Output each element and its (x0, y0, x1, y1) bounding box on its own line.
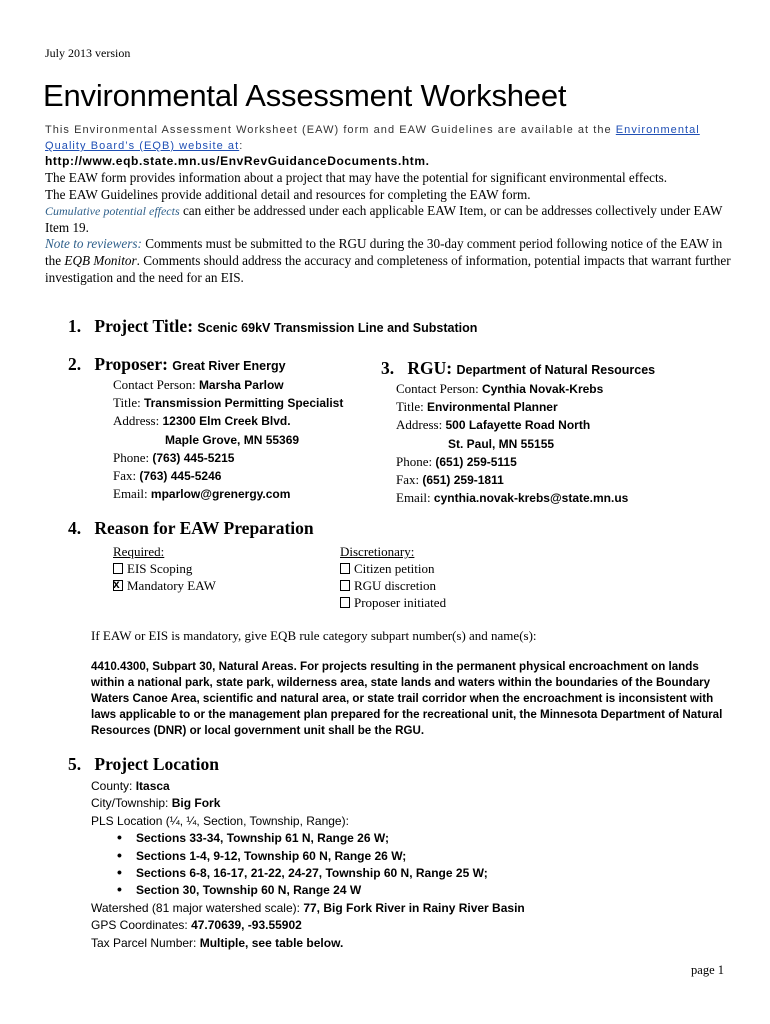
gps-value: 47.70639, -93.55902 (191, 918, 302, 933)
checkbox-mandatory-eaw[interactable] (113, 577, 216, 594)
required-checkboxes (113, 543, 216, 594)
proposer-contact-row (113, 376, 343, 394)
rgu-phone-value: (651) 259-5115 (435, 454, 517, 469)
rgu-address-2: St. Paul, MN 55155 (448, 436, 555, 451)
parcel-value: Multiple, see table below. (199, 935, 344, 950)
guidance-url[interactable]: http://www.eqb.state.mn.us/EnvRevGuidanceDocuments.htm. (45, 154, 430, 168)
section-2-number: 2. (68, 354, 82, 374)
pls-label: PLS Location (¼, ¼, Section, Township, Range): (91, 813, 349, 828)
checkbox-box[interactable] (340, 563, 350, 574)
rgu-address-label: Address: (396, 417, 443, 433)
proposer-phone-value: (763) 445-5215 (152, 450, 235, 465)
city-row (91, 795, 731, 812)
checkbox-box[interactable] (340, 597, 350, 608)
checkbox-label: RGU discretion (354, 578, 436, 593)
proposer-address-row-2 (113, 431, 343, 449)
gps-row (91, 917, 731, 934)
proposer-address-2: Maple Grove, MN 55369 (165, 432, 300, 447)
gps-label: GPS Coordinates: (91, 918, 188, 933)
section-3-label: RGU: (407, 358, 453, 378)
discretionary-checkboxes (340, 543, 446, 611)
intro-line-2: The EAW Guidelines provide additional detail and resources for completing the EAW form. (45, 186, 531, 202)
rgu-title-value: Environmental Planner (426, 400, 558, 415)
proposer-email-label: Email: (113, 486, 148, 502)
section-3-number: 3. (381, 358, 395, 378)
rgu-address-row (396, 416, 628, 434)
proposer-email-row (113, 485, 343, 503)
section-4-number: 4. (68, 518, 82, 538)
county-row (91, 778, 731, 795)
proposer-address-1: 12300 Elm Creek Blvd. (162, 414, 291, 429)
proposer-address-label: Address: (113, 413, 160, 429)
availability-text: This Environmental Assessment Worksheet (EAW) form and EAW Guidelines are available at the (45, 124, 616, 136)
eqb-monitor-text: EQB Monitor (64, 252, 137, 268)
cumulative-text: can either be addressed under each applicable EAW Item, or can be addresses collectively under EAW Item 19. (45, 203, 723, 235)
pls-list (91, 830, 731, 900)
proposer-phone-row (113, 449, 343, 467)
eqb-website-link[interactable]: Environmental Quality Board’s (EQB) website at (45, 124, 700, 152)
city-value: Big Fork (171, 796, 221, 811)
checkbox-box[interactable] (113, 563, 123, 574)
proposer-address-row (113, 412, 343, 430)
list-item: • Sections 33-34, Township 61 N, Range 26 W; (91, 830, 731, 847)
parcel-label: Tax Parcel Number: (91, 935, 197, 950)
rgu-email-row (396, 489, 628, 507)
rule-category-question: If EAW or EIS is mandatory, give EQB rule category subpart number(s) and name(s): (91, 628, 537, 643)
proposer-fax-row (113, 467, 343, 485)
rgu-phone-label: Phone: (396, 453, 433, 469)
list-item: • Sections 1-4, 9-12, Township 60 N, Range 26 W; (91, 848, 731, 865)
section-1-heading (68, 316, 477, 337)
availability-note (45, 122, 725, 154)
section-5-number: 5. (68, 754, 82, 774)
document-title: Environmental Assessment Worksheet (43, 78, 567, 113)
checkbox-rgu-discretion[interactable] (340, 577, 446, 594)
rgu-title-row (396, 398, 628, 416)
section-2-label: Proposer: (94, 354, 168, 374)
rgu-contact-label: Contact Person: (396, 381, 479, 396)
note-text-a: Comments must be submitted to the RGU during the 30-day comment period following notice of the EAW in the (45, 236, 723, 268)
page-number: page 1 (691, 963, 724, 977)
rgu-org: Department of Natural Resources (456, 363, 656, 377)
city-label: City/Township: (91, 796, 169, 811)
proposer-email-value: mparlow@grenergy.com (150, 487, 291, 502)
county-value: Itasca (135, 779, 170, 793)
rgu-email-label: Email: (396, 490, 431, 506)
rgu-contact-block (396, 380, 628, 507)
proposer-title-label: Title: (113, 395, 141, 411)
rgu-address-row-2 (396, 435, 628, 453)
watershed-row (91, 900, 731, 917)
checkbox-label: Proposer initiated (354, 595, 447, 610)
proposer-fax-label: Fax: (113, 468, 137, 484)
checkbox-label: EIS Scoping (127, 561, 193, 576)
proposer-contact-label: Contact Person: (113, 377, 196, 392)
checkbox-label: Citizen petition (354, 561, 435, 576)
checkbox-proposer-initiated[interactable] (340, 594, 446, 611)
rgu-contact-row (396, 380, 628, 398)
list-item: • Sections 6-8, 16-17, 21-22, 24-27, Township 60 N, Range 25 W; (91, 865, 731, 882)
list-item: • Section 30, Township 60 N, Range 24 W (91, 882, 731, 899)
required-label: Required: (113, 544, 165, 559)
intro-text (45, 170, 735, 286)
rgu-title-label: Title: (396, 399, 424, 415)
rgu-fax-value: (651) 259-1811 (422, 473, 504, 488)
section-5-label: Project Location (94, 754, 219, 774)
proposer-phone-label: Phone: (113, 449, 150, 465)
rgu-contact-value: Cynthia Novak-Krebs (481, 382, 604, 396)
parcel-row (91, 935, 731, 952)
proposer-contact-value: Marsha Parlow (198, 378, 284, 392)
cumulative-paragraph (45, 203, 735, 236)
discretionary-label: Discretionary: (340, 544, 415, 559)
checkbox-box[interactable] (340, 580, 350, 591)
note-paragraph (45, 236, 735, 286)
rgu-phone-row (396, 453, 628, 471)
section-1-label: Project Title: (94, 316, 194, 336)
project-location-block (91, 778, 731, 952)
version-label: July 2013 version (45, 46, 131, 60)
project-title-value: Scenic 69kV Transmission Line and Substation (197, 321, 478, 335)
proposer-org: Great River Energy (172, 359, 286, 373)
section-3-heading (381, 358, 655, 379)
note-text-b: . Comments should address the accuracy and completeness of information, potential impacts that warrant further investigation and the need for an EIS. (45, 252, 731, 285)
rgu-fax-row (396, 471, 628, 489)
proposer-title-row (113, 394, 343, 412)
county-label: County: (91, 779, 133, 793)
watershed-label: Watershed (81 major watershed scale): (91, 900, 300, 915)
rgu-email-value: cynthia.novak-krebs@state.mn.us (433, 491, 629, 506)
proposer-contact-block (113, 376, 343, 503)
rgu-fax-label: Fax: (396, 472, 420, 488)
cumulative-label: Cumulative potential effects (45, 204, 180, 219)
checkbox-citizen-petition[interactable] (340, 560, 446, 577)
watershed-value: 77, Big Fork River in Rainy River Basin (303, 900, 525, 915)
intro-line-1: The EAW form provides information about a project that may have the potential for significant environmental effects. (45, 170, 668, 185)
section-4-heading (68, 518, 314, 539)
proposer-fax-value: (763) 445-5246 (139, 469, 222, 484)
section-1-number: 1. (68, 316, 82, 336)
proposer-title-value: Transmission Permitting Specialist (143, 396, 344, 411)
rgu-address-1: 500 Lafayette Road North (445, 418, 591, 433)
checkbox-eis-scoping[interactable] (113, 560, 216, 577)
section-2-heading (68, 354, 286, 375)
availability-colon: : (239, 140, 244, 152)
rule-category-answer: 4410.4300, Subpart 30, Natural Areas. For projects resulting in the permanent physical encroachment on lands within a national park, state park, wilderness area, state lands and waters within the boundaries of the Boundary Waters Canoe Area, scientific and natural area, or state trail corridor when the encroachment is inconsistent with laws applicable to or the management plan prepared for the recreational unit, the Minnesota Department of Natural Resources (DNR) or local government unit shall be the RGU. (91, 660, 723, 737)
checkbox-box-checked[interactable] (113, 580, 123, 591)
section-5-heading (68, 754, 219, 775)
section-4-label: Reason for EAW Preparation (94, 518, 314, 538)
checkbox-label: Mandatory EAW (127, 578, 216, 593)
note-label: Note to reviewers: (45, 236, 142, 252)
